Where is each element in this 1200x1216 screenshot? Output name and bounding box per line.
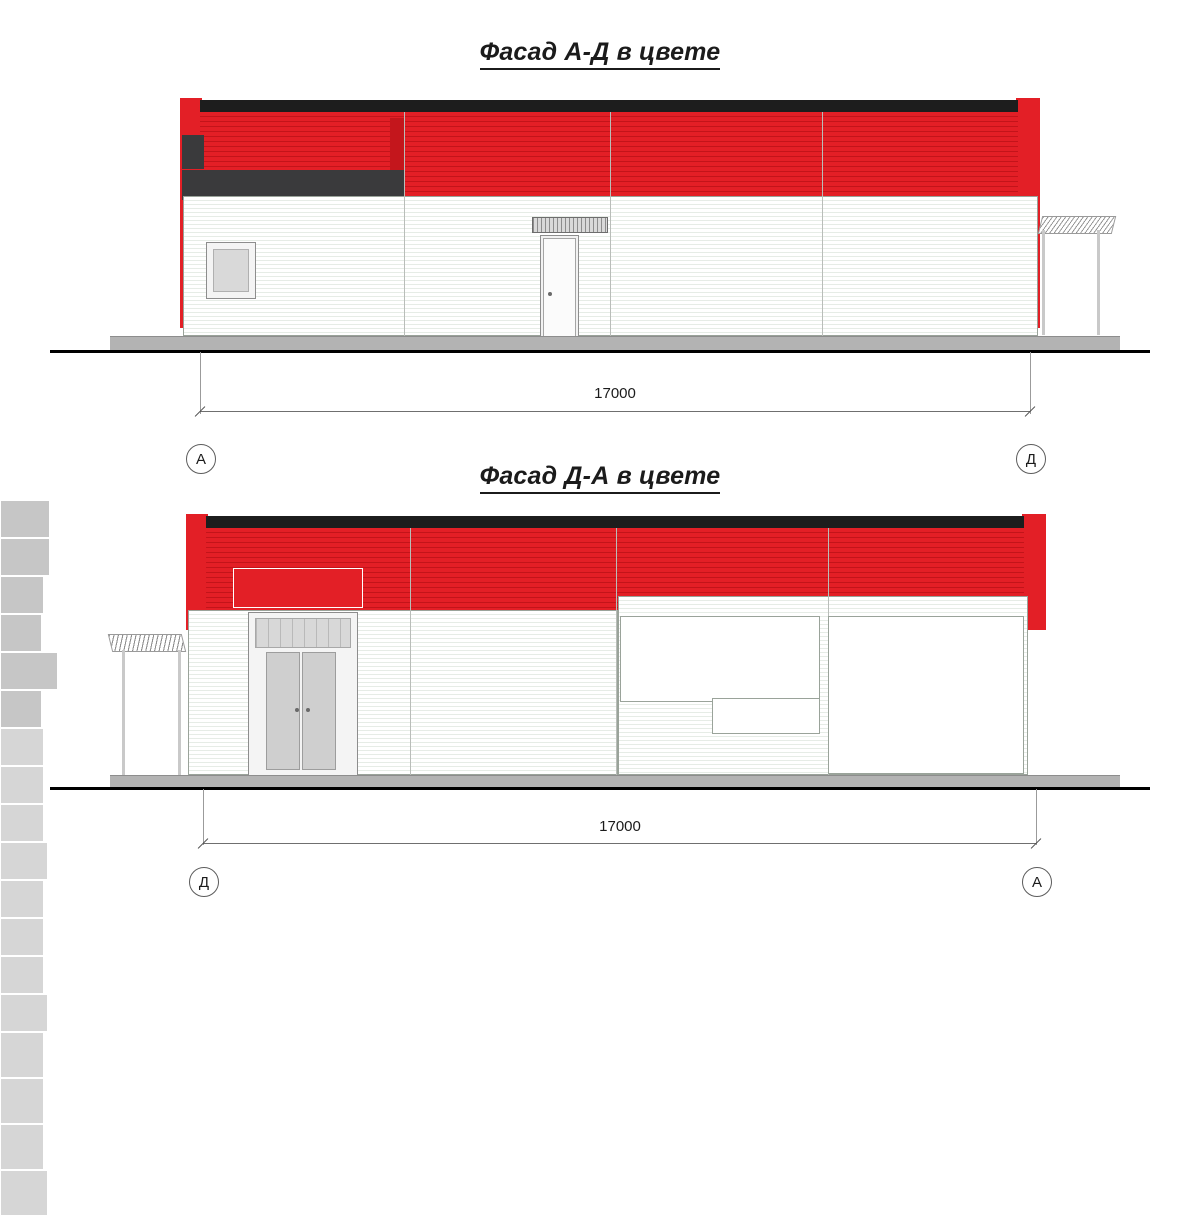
wall-joint-3 (822, 112, 823, 336)
side-canopy-post-right-2 (178, 650, 181, 775)
side-canopy-post-right (1097, 230, 1100, 335)
axis-bubble-right-label: Д (1025, 450, 1037, 468)
dark-grey-accent-left-return (182, 135, 204, 169)
side-canopy-roof (1038, 216, 1116, 234)
side-canopy-post-left (1042, 230, 1045, 335)
glazing-pane (0, 538, 50, 576)
glazing-pane (0, 994, 48, 1032)
red-accent-strip (390, 118, 404, 170)
entrance-door-handle-right (306, 708, 310, 712)
glazing-pane (0, 918, 44, 956)
glazing-pane (0, 842, 48, 880)
wall-joint-2 (610, 112, 611, 336)
glazing-pane (0, 1124, 44, 1170)
facade-drawing-a-d (0, 80, 1200, 468)
glazing-pane (0, 766, 44, 804)
plinth-band (110, 336, 1120, 351)
side-canopy-post-left-2 (122, 650, 125, 775)
glazing-pane (0, 880, 44, 918)
facade-title-d-a-text: Фасад Д-А в цвете (480, 462, 721, 494)
wall-joint-1 (404, 112, 405, 336)
entrance-transom (255, 618, 351, 648)
parapet-black-band (200, 100, 1018, 112)
dimension-ext-left (200, 352, 201, 414)
glazing-pane (0, 1078, 44, 1124)
dimension-line-2 (203, 843, 1036, 844)
ground-line (50, 350, 1150, 353)
glazing-pane (0, 690, 42, 728)
axis-bubble-right-2 (1022, 867, 1052, 897)
ground-line-2 (50, 787, 1150, 790)
storefront-glazing-left (620, 616, 820, 702)
signboard-panel (233, 568, 363, 608)
glazing-pane (0, 1032, 44, 1078)
glazing-pane (0, 652, 58, 690)
glazing-pane (0, 500, 50, 538)
axis-bubble-left-2-label: Д (198, 873, 210, 891)
wall-joint-2-2 (616, 528, 617, 775)
dimension-ext-left-2 (203, 789, 204, 845)
glazing-pane (0, 576, 44, 614)
glazing-pane (0, 1170, 48, 1216)
dimension-line (200, 411, 1030, 412)
door-handle (548, 292, 552, 296)
dimension-ext-right (1030, 352, 1031, 414)
glazing-pane (0, 956, 44, 994)
wall-joint-2-1 (410, 528, 411, 775)
glazing-pane (0, 804, 44, 842)
glazing-pane (0, 728, 44, 766)
dimension-ext-right-2 (1036, 789, 1037, 845)
facade-title-a-d (0, 38, 1200, 67)
facade-drawing-d-a (0, 500, 1200, 891)
facade-title-a-d-text: Фасад А-Д в цвете (480, 38, 721, 70)
axis-bubble-left-label: А (195, 450, 206, 468)
side-canopy-roof-2 (108, 634, 186, 652)
axis-bubble-right-2-label: А (1031, 873, 1042, 891)
parapet-black-band-2 (206, 516, 1024, 528)
dimension-value-2: 17000 (599, 818, 641, 835)
door-canopy (532, 217, 608, 233)
storefront-glazing-right (828, 616, 1024, 774)
small-window-glass (213, 249, 249, 292)
axis-bubble-left-2 (189, 867, 219, 897)
entrance-door-handle-left (295, 708, 299, 712)
dimension-value: 17000 (594, 385, 636, 402)
glazing-pane (0, 614, 42, 652)
storefront-lower-recess (712, 698, 820, 734)
facade-title-d-a (0, 462, 1200, 491)
